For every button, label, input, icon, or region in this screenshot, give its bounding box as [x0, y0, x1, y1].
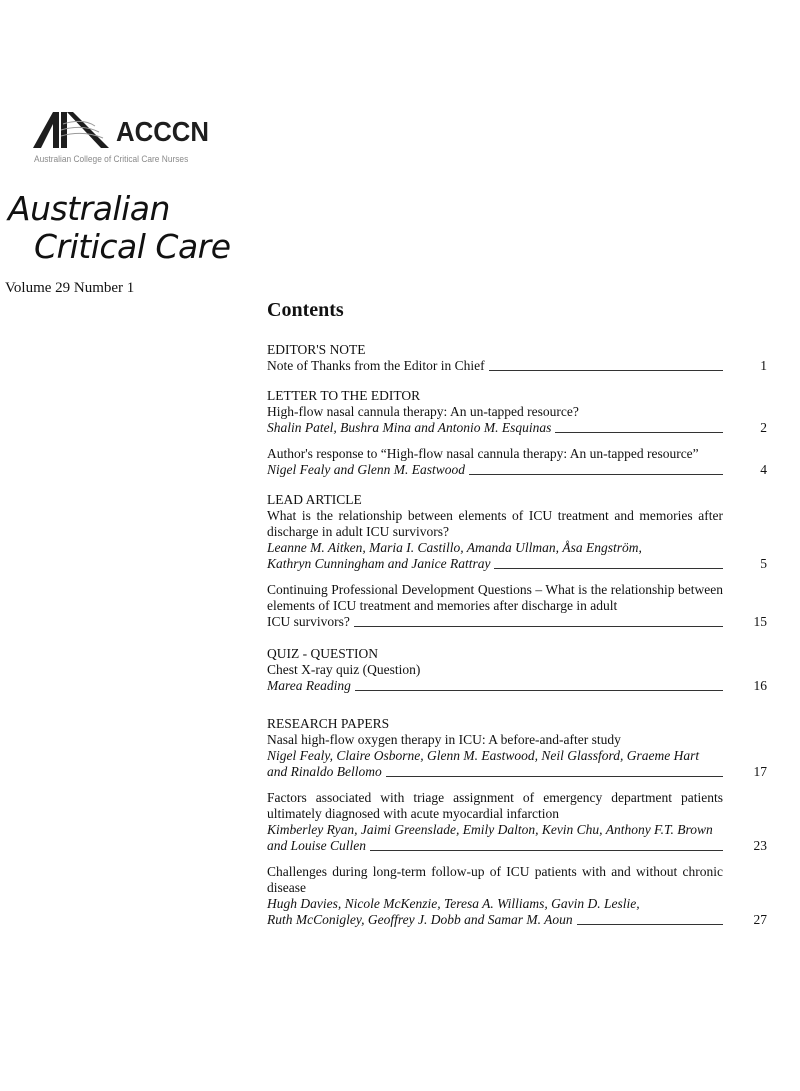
- entry-page: 17: [753, 764, 767, 779]
- entry-title: High-flow nasal cannula therapy: An un-tapped resource?: [267, 404, 579, 419]
- entry-page: 4: [760, 462, 767, 477]
- journal-title-line2: Critical Care: [34, 227, 231, 266]
- toc-entry[interactable]: [267, 404, 767, 436]
- toc-section: [267, 864, 767, 928]
- dot-leader: [494, 567, 723, 569]
- journal-title-line1: Australian: [8, 189, 170, 228]
- toc-entry[interactable]: [267, 446, 767, 478]
- entry-authors-line1: Hugh Davies, Nicole McKenzie, Teresa A. Williams, Gavin D. Leslie,: [267, 896, 640, 911]
- entry-title: Chest X-ray quiz (Question): [267, 662, 421, 677]
- entry-authors-line1: Nigel Fealy, Claire Osborne, Glenn M. Eastwood, Neil Glassford, Graeme Hart: [267, 748, 700, 763]
- toc-section: [267, 342, 767, 374]
- entry-authors-line2: Kathryn Cunningham and Janice Rattray: [267, 556, 491, 571]
- entry-page: 27: [753, 912, 767, 927]
- dot-leader: [354, 625, 723, 627]
- entry-title: Factors associated with triage assignment of emergency department patients ultimately diagnosed with acute myocardial infarction: [267, 790, 723, 821]
- section-heading: LETTER TO THE EDITOR: [267, 388, 421, 403]
- toc-entry[interactable]: [267, 732, 767, 780]
- entry-authors-line1: Kimberley Ryan, Jaimi Greenslade, Emily Dalton, Kevin Chu, Anthony F.T. Brown: [267, 822, 713, 837]
- dot-leader: [386, 775, 723, 777]
- table-of-contents: [267, 342, 767, 942]
- entry-authors-line1: Leanne M. Aitken, Maria I. Castillo, Amanda Ullman, Åsa Engström,: [267, 540, 642, 555]
- entry-page: 23: [753, 838, 767, 853]
- toc-entry[interactable]: [267, 864, 767, 928]
- acccn-logo-mark-icon: [33, 110, 115, 152]
- toc-section: [267, 716, 767, 780]
- journal-title: [8, 190, 231, 266]
- entry-page: 2: [760, 420, 767, 435]
- entry-page: 16: [753, 678, 767, 693]
- toc-entry[interactable]: [267, 508, 767, 572]
- toc-entry[interactable]: [267, 358, 767, 374]
- dot-leader: [355, 689, 723, 691]
- section-heading: QUIZ - QUESTION: [267, 646, 378, 661]
- volume-issue: Volume 29 Number 1: [5, 280, 135, 296]
- entry-title-line2: ICU survivors?: [267, 614, 350, 629]
- contents-heading: Contents: [267, 299, 344, 321]
- dot-leader: [370, 849, 723, 851]
- toc-entry[interactable]: [267, 790, 767, 854]
- entry-title: Nasal high-flow oxygen therapy in ICU: A before-and-after study: [267, 732, 621, 747]
- toc-section: [267, 646, 767, 694]
- toc-entry[interactable]: [267, 582, 767, 630]
- section-heading: EDITOR'S NOTE: [267, 342, 366, 357]
- dot-leader: [577, 923, 723, 925]
- entry-title: What is the relationship between elements of ICU treatment and memories after discharge in adult ICU survivors?: [267, 508, 723, 539]
- entry-title-line1: Continuing Professional Development Questions – What is the relationship between elements of ICU treatment and memories after discharge in adult: [267, 582, 723, 613]
- dot-leader: [555, 431, 723, 433]
- logo-full-name: Australian College of Critical Care Nurses: [34, 154, 189, 165]
- entry-authors: Nigel Fealy and Glenn M. Eastwood: [267, 462, 465, 477]
- section-heading: RESEARCH PAPERS: [267, 716, 390, 731]
- toc-section: [267, 790, 767, 854]
- dot-leader: [489, 369, 723, 371]
- toc-section: [267, 446, 767, 478]
- section-heading: LEAD ARTICLE: [267, 492, 362, 507]
- entry-authors: Shalin Patel, Bushra Mina and Antonio M. Esquinas: [267, 420, 552, 435]
- entry-authors-line2: and Louise Cullen: [267, 838, 367, 853]
- entry-authors: Marea Reading: [267, 678, 351, 693]
- toc-section: [267, 582, 767, 630]
- entry-page: 15: [753, 614, 767, 629]
- toc-entry[interactable]: [267, 662, 767, 694]
- entry-title: Challenges during long-term follow-up of ICU patients with and without chronic disease: [267, 864, 723, 895]
- entry-authors-line2: and Rinaldo Bellomo: [267, 764, 382, 779]
- dot-leader: [469, 473, 723, 475]
- entry-page: 1: [760, 358, 767, 373]
- entry-authors-line2: Ruth McConigley, Geoffrey J. Dobb and Samar M. Aoun: [267, 912, 573, 927]
- logo-acronym: ACCCN: [116, 116, 210, 147]
- toc-section: [267, 388, 767, 436]
- toc-section: [267, 492, 767, 572]
- acccn-logo: [33, 110, 213, 168]
- entry-title: Author's response to “High-flow nasal cannula therapy: An un-tapped resource”: [267, 446, 699, 461]
- entry-page: 5: [760, 556, 767, 571]
- entry-title: Note of Thanks from the Editor in Chief: [267, 358, 485, 373]
